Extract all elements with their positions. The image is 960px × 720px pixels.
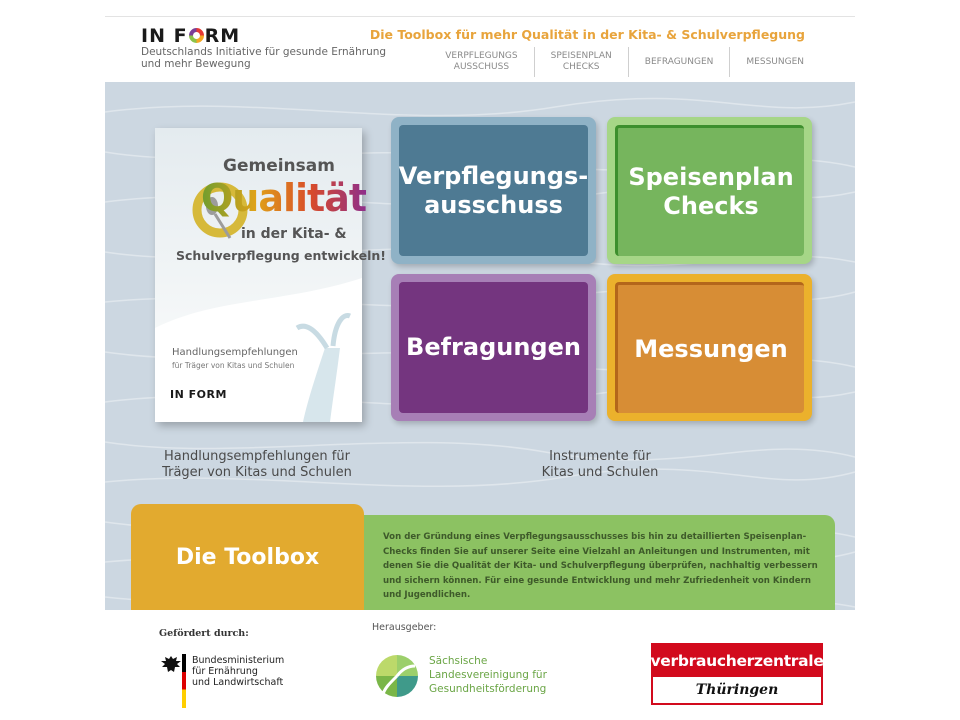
brochure-title-qualitaet: Qualität (201, 176, 367, 220)
nav-befragungen[interactable] (628, 47, 730, 77)
slfg-line-2: Landesvereinigung für (429, 669, 547, 681)
bmel-line-1: Bundesministerium (192, 655, 285, 666)
instruments-caption (485, 449, 715, 481)
logo-o-icon (189, 28, 204, 43)
nav-verpflegungsausschuss[interactable] (429, 47, 533, 77)
caption-line-1: Instrumente für (549, 449, 651, 464)
bmel-line-3: und Landwirtschaft (192, 677, 284, 688)
logo-text-part1: IN F (141, 25, 188, 47)
nav-label-line1: VERPFLEGUNGS (445, 51, 518, 61)
nav-label-line2: CHECKS (562, 62, 600, 72)
nav-label: MESSUNGEN (746, 56, 804, 67)
nav-label: BEFRAGUNGEN (644, 56, 714, 67)
german-flag-stripe (182, 654, 186, 708)
brochure-cover[interactable] (155, 128, 386, 422)
tile-label-line2: Checks (663, 192, 759, 220)
publisher-label: Herausgeber: (372, 622, 437, 633)
slfg-logo[interactable] (375, 653, 575, 703)
verbraucherzentrale-wordmark: verbraucherzentrale (653, 645, 821, 677)
brochure-caption[interactable] (151, 449, 363, 481)
brochure-subtitle: Handlungsempfehlungen (172, 347, 298, 358)
slfg-line-1: Sächsische (429, 655, 488, 667)
brochure-title-kita: in der Kita- & (241, 226, 347, 242)
tile-befragungen-label: Befragungen (399, 282, 588, 413)
caption-line-2: Träger von Kitas und Schulen (162, 465, 352, 480)
federal-eagle-icon (160, 654, 182, 676)
toolbox-description: Von der Gründung eines Verpflegungsausschusses bis hin zu detaillierten Speisenplan-Checks finden Sie auf unserer Seite eine Vielzahl an Anleitungen und Instrumenten, mit denen Sie die Qualität der Kita- und Schulverpflegung überprüfen, nachhaltig verbessern und sichern können. Für eine gesunde Entwicklung und mehr Zufriedenheit von Kindern und Jugendlichen. (351, 515, 835, 610)
tile-label-line1: Verpflegungs- (398, 161, 589, 190)
funded-by-label: Gefördert durch: (159, 628, 249, 639)
brochure-logo: IN FORM (170, 388, 227, 401)
tile-verpflegungsausschuss[interactable] (391, 117, 596, 264)
inform-logo[interactable] (141, 26, 386, 70)
hero-area (105, 82, 855, 610)
tile-messungen-label: Messungen (615, 282, 804, 413)
top-navigation (429, 47, 820, 77)
caption-line-1: Handlungsempfehlungen für (164, 449, 350, 464)
tile-befragungen[interactable] (391, 274, 596, 421)
verbraucherzentrale-region: Thüringen (695, 682, 779, 698)
verbraucherzentrale-logo[interactable] (651, 643, 823, 705)
logo-text-part2: RM (204, 25, 241, 47)
brochure-title-gemeinsam: Gemeinsam (223, 156, 335, 176)
tile-label-line2: ausschuss (424, 190, 563, 219)
slfg-line-3: Gesundheitsförderung (429, 683, 547, 695)
bmel-logo[interactable] (155, 652, 285, 712)
tile-verpflegungsausschuss-label (399, 125, 588, 256)
tile-messungen[interactable] (607, 274, 812, 421)
nav-label-line2: AUSSCHUSS (453, 62, 510, 72)
tile-speisenplan-checks[interactable] (607, 117, 812, 264)
nav-speisenplan-checks[interactable] (534, 47, 628, 77)
tile-speisenplan-checks-label (615, 125, 804, 256)
logo-subline-2: und mehr Bewegung (141, 58, 251, 70)
caption-line-2: Kitas und Schulen (541, 465, 659, 480)
header (105, 16, 855, 82)
brochure-subtitle-small: für Träger von Kitas und Schulen (172, 361, 295, 370)
brochure-title-schul: Schulverpflegung entwickeln! (176, 248, 386, 263)
slfg-leaf-icon (375, 654, 419, 698)
toolbox-title: Die Toolbox (131, 504, 364, 610)
footer (105, 610, 855, 720)
logo-subline-1: Deutschlands Initiative für gesunde Ernährung (141, 46, 387, 58)
nav-messungen[interactable] (729, 47, 820, 77)
inform-logo-wordmark (141, 26, 386, 46)
tile-label-line1: Speisenplan (628, 163, 794, 191)
site-tagline: Die Toolbox für mehr Qualität in der Kita- & Schulverpflegung (369, 27, 805, 42)
bmel-line-2: für Ernährung (192, 666, 258, 677)
nav-label-line1: SPEISENPLAN (550, 51, 612, 61)
